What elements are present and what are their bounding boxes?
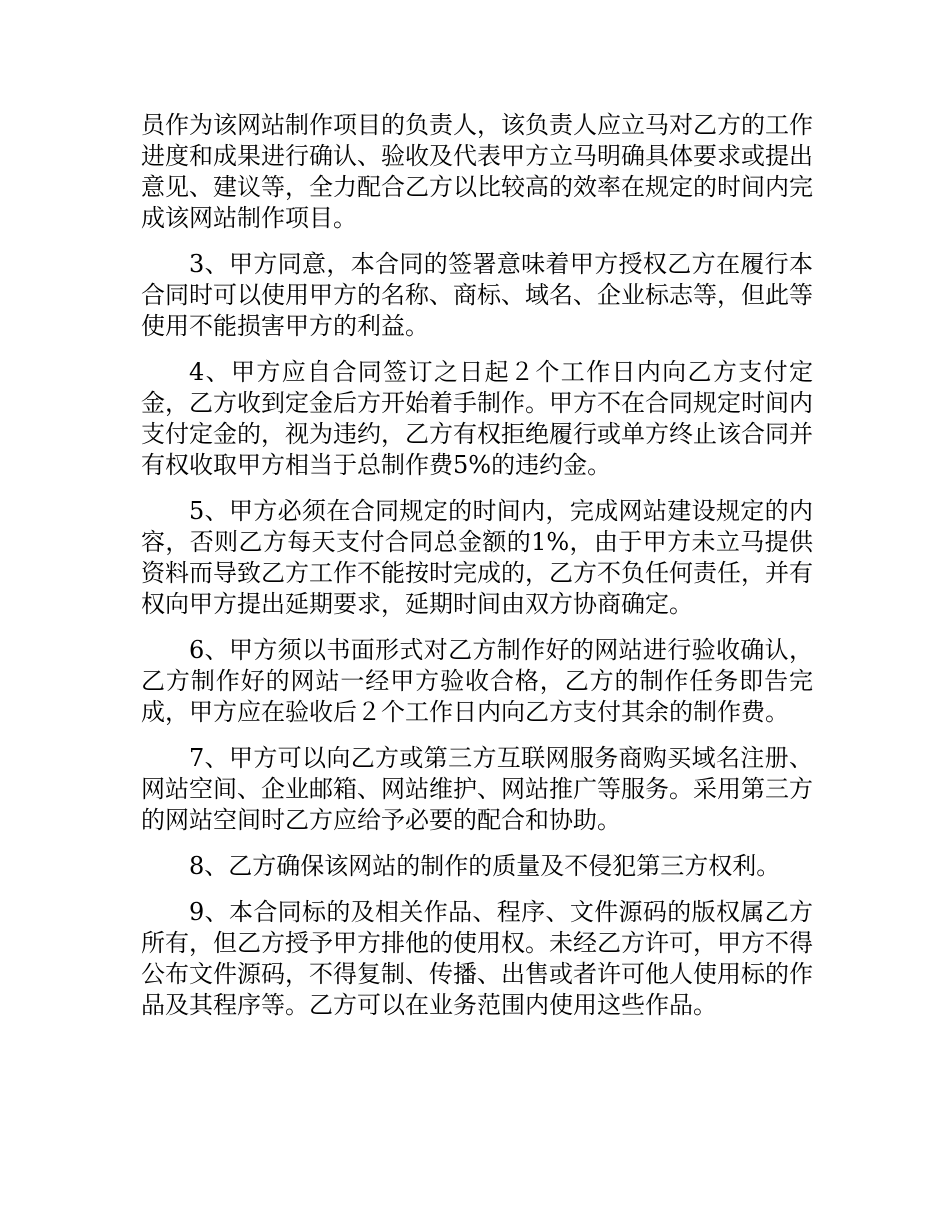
- paragraph-clause-3: 3、甲方同意，本合同的签署意味着甲方授权乙方在履行本合同时可以使用甲方的名称、商标、域名、企业标志等，但此等使用不能损害甲方的利益。: [141, 250, 813, 340]
- paragraph-clause-9: 9、本合同标的及相关作品、程序、文件源码的版权属乙方所有，但乙方授予甲方排他的使用权。未经乙方许可，甲方不得公布文件源码，不得复制、传播、出售或者许可他人使用标的作品及其程序等。乙方可以在业务范围内使用这些作品。: [141, 898, 813, 1019]
- paragraph-clause-4: 4、甲方应自合同签订之日起２个工作日内向乙方支付定金，乙方收到定金后方开始着手制作。甲方不在合同规定时间内支付定金的，视为违约，乙方有权拒绝履行或单方终止该合同并有权收取甲方相当于总制作费5%的违约金。: [141, 358, 813, 479]
- paragraph-clause-7: 7、甲方可以向乙方或第三方互联网服务商购买域名注册、网站空间、企业邮箱、网站维护、网站推广等服务。采用第三方的网站空间时乙方应给予必要的配合和协助。: [141, 744, 813, 834]
- paragraph-clause-6: 6、甲方须以书面形式对乙方制作好的网站进行验收确认，乙方制作好的网站一经甲方验收合格，乙方的制作任务即告完成，甲方应在验收后２个工作日内向乙方支付其余的制作费。: [141, 636, 813, 726]
- paragraph-clause-8: 8、乙方确保该网站的制作的质量及不侵犯第三方权利。: [189, 852, 781, 880]
- document-body: [141, 110, 813, 1036]
- paragraph-continued-responsible-person: 员作为该网站制作项目的负责人，该负责人应立马对乙方的工作进度和成果进行确认、验收及代表甲方立马明确具体要求或提出意见、建议等，全力配合乙方以比较高的效率在规定的时间内完成该网站制作项目。: [141, 111, 813, 232]
- paragraph-clause-5: 5、甲方必须在合同规定的时间内，完成网站建设规定的内容，否则乙方每天支付合同总金额的1%，由于甲方未立马提供资料而导致乙方工作不能按时完成的，乙方不负任何责任，并有权向甲方提出延期要求，延期时间由双方协商确定。: [141, 497, 813, 618]
